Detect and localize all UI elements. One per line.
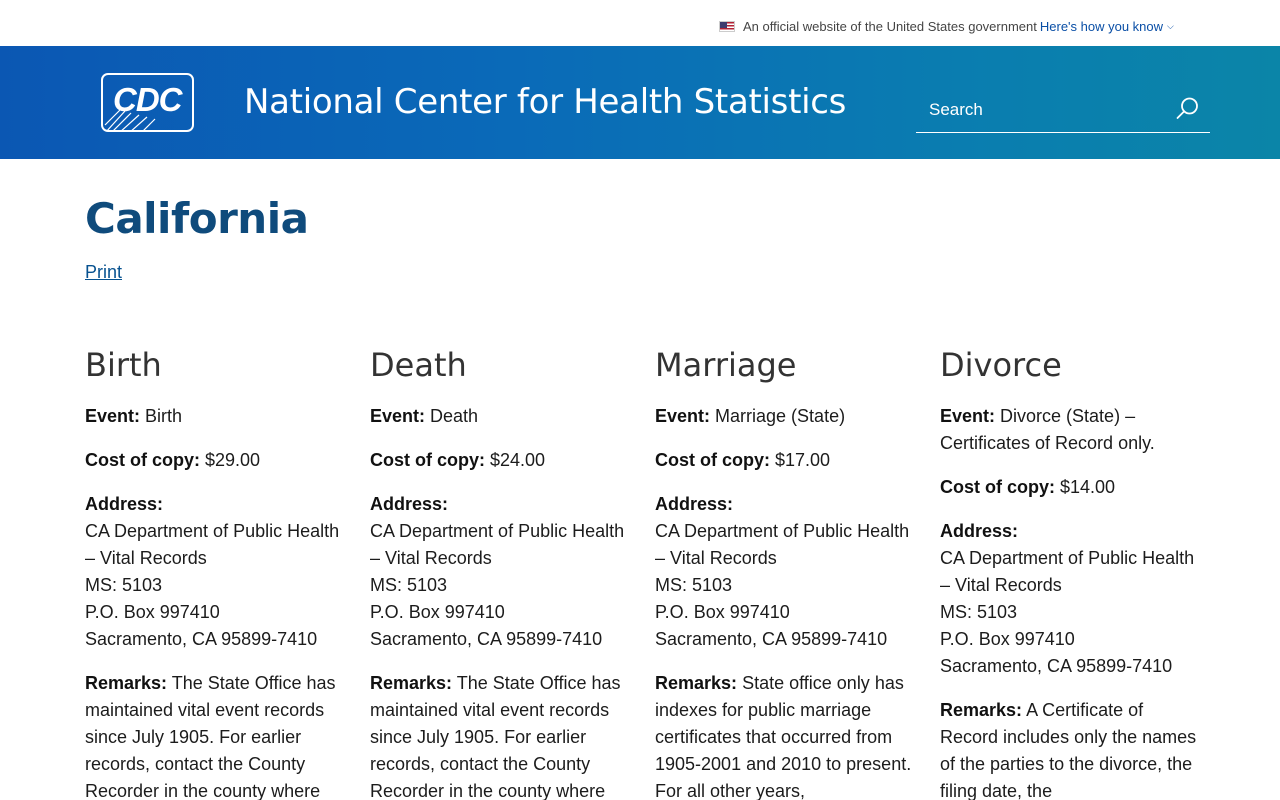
remarks-value: The State Office has maintained vital event records since July 1905. For earlier records, contact the County Recorder in the county where xyxy=(370,673,621,800)
event-value: Birth xyxy=(145,406,183,426)
remarks-field xyxy=(85,670,347,800)
address-line: Sacramento, CA 95899-7410 xyxy=(655,629,888,649)
address-line: CA Department of Public Health – Vital Records xyxy=(655,521,910,568)
column-heading: Birth xyxy=(85,346,162,384)
site-title[interactable]: National Center for Health Statistics xyxy=(244,82,847,122)
remarks-field xyxy=(940,697,1202,800)
death-column xyxy=(370,345,632,800)
cost-label: Cost of copy: xyxy=(655,450,770,470)
us-flag-icon xyxy=(719,21,735,32)
event-value: Marriage (State) xyxy=(715,406,846,426)
address-label: Address: xyxy=(655,494,734,514)
event-label: Event: xyxy=(85,406,141,426)
search-input[interactable] xyxy=(916,90,1166,130)
cost-value: $24.00 xyxy=(490,450,546,470)
search-icon[interactable] xyxy=(1175,96,1201,122)
address-line: Sacramento, CA 95899-7410 xyxy=(85,629,318,649)
search-box xyxy=(916,90,1210,133)
address-line: CA Department of Public Health – Vital Records xyxy=(370,521,625,568)
event-label: Event: xyxy=(655,406,711,426)
remarks-field xyxy=(655,670,917,800)
event-field xyxy=(940,403,1202,457)
cdc-logo[interactable] xyxy=(101,73,194,132)
cost-value: $14.00 xyxy=(1060,477,1116,497)
event-label: Event: xyxy=(940,406,996,426)
cost-field xyxy=(85,447,347,474)
address-line: MS: 5103 xyxy=(85,575,163,595)
address-label: Address: xyxy=(370,494,449,514)
address-line: P.O. Box 997410 xyxy=(370,602,505,622)
cost-field xyxy=(940,474,1202,501)
address-field xyxy=(85,491,347,653)
cost-label: Cost of copy: xyxy=(940,477,1055,497)
address-field xyxy=(370,491,632,653)
column-heading: Divorce xyxy=(940,346,1062,384)
remarks-label: Remarks: xyxy=(370,673,453,693)
address-line: Sacramento, CA 95899-7410 xyxy=(370,629,603,649)
address-line: P.O. Box 997410 xyxy=(940,629,1075,649)
address-line: P.O. Box 997410 xyxy=(655,602,790,622)
cost-field xyxy=(655,447,917,474)
remarks-value: The State Office has maintained vital event records since July 1905. For earlier records, contact the County Recorder in the county where xyxy=(85,673,336,800)
cost-label: Cost of copy: xyxy=(85,450,200,470)
marriage-column xyxy=(655,345,917,800)
address-line: P.O. Box 997410 xyxy=(85,602,220,622)
print-link[interactable]: Print xyxy=(85,262,123,282)
remarks-label: Remarks: xyxy=(940,700,1023,720)
event-label: Event: xyxy=(370,406,426,426)
event-field xyxy=(85,403,347,430)
heres-how-you-know-link[interactable]: Here's how you know xyxy=(1039,19,1164,34)
remarks-label: Remarks: xyxy=(85,673,168,693)
event-field xyxy=(370,403,632,430)
event-value: Divorce (State) – Certificates of Record only. xyxy=(940,406,1155,453)
address-line: Sacramento, CA 95899-7410 xyxy=(940,656,1173,676)
address-line: CA Department of Public Health – Vital Records xyxy=(940,548,1195,595)
column-heading: Marriage xyxy=(655,346,797,384)
event-value: Death xyxy=(430,406,479,426)
address-line: CA Department of Public Health – Vital Records xyxy=(85,521,340,568)
divorce-column xyxy=(940,345,1202,800)
cdc-logo-text: CDC xyxy=(113,81,182,118)
birth-column xyxy=(85,345,347,800)
cost-value: $29.00 xyxy=(205,450,261,470)
cost-field xyxy=(370,447,632,474)
site-header xyxy=(0,46,1280,159)
event-field xyxy=(655,403,917,430)
remarks-value: State office only has indexes for public marriage certificates that occurred from 1905-2001 and 2010 to present. For all other years, xyxy=(655,673,912,800)
gov-banner-text: An official website of the United States government xyxy=(743,19,1037,34)
cost-value: $17.00 xyxy=(775,450,831,470)
gov-banner-content xyxy=(719,19,1174,34)
remarks-label: Remarks: xyxy=(655,673,738,693)
chevron-down-icon[interactable]: ⌵ xyxy=(1167,21,1174,31)
address-field xyxy=(655,491,917,653)
cost-label: Cost of copy: xyxy=(370,450,485,470)
page-title: California xyxy=(85,194,309,243)
address-label: Address: xyxy=(940,521,1019,541)
address-field xyxy=(940,518,1202,680)
gov-banner xyxy=(0,0,1280,46)
address-line: MS: 5103 xyxy=(370,575,448,595)
address-line: MS: 5103 xyxy=(655,575,733,595)
remarks-field xyxy=(370,670,632,800)
address-line: MS: 5103 xyxy=(940,602,1018,622)
column-heading: Death xyxy=(370,346,467,384)
address-label: Address: xyxy=(85,494,164,514)
remarks-value: A Certificate of Record includes only the names of the parties to the divorce, the filing date, the xyxy=(940,700,1197,800)
